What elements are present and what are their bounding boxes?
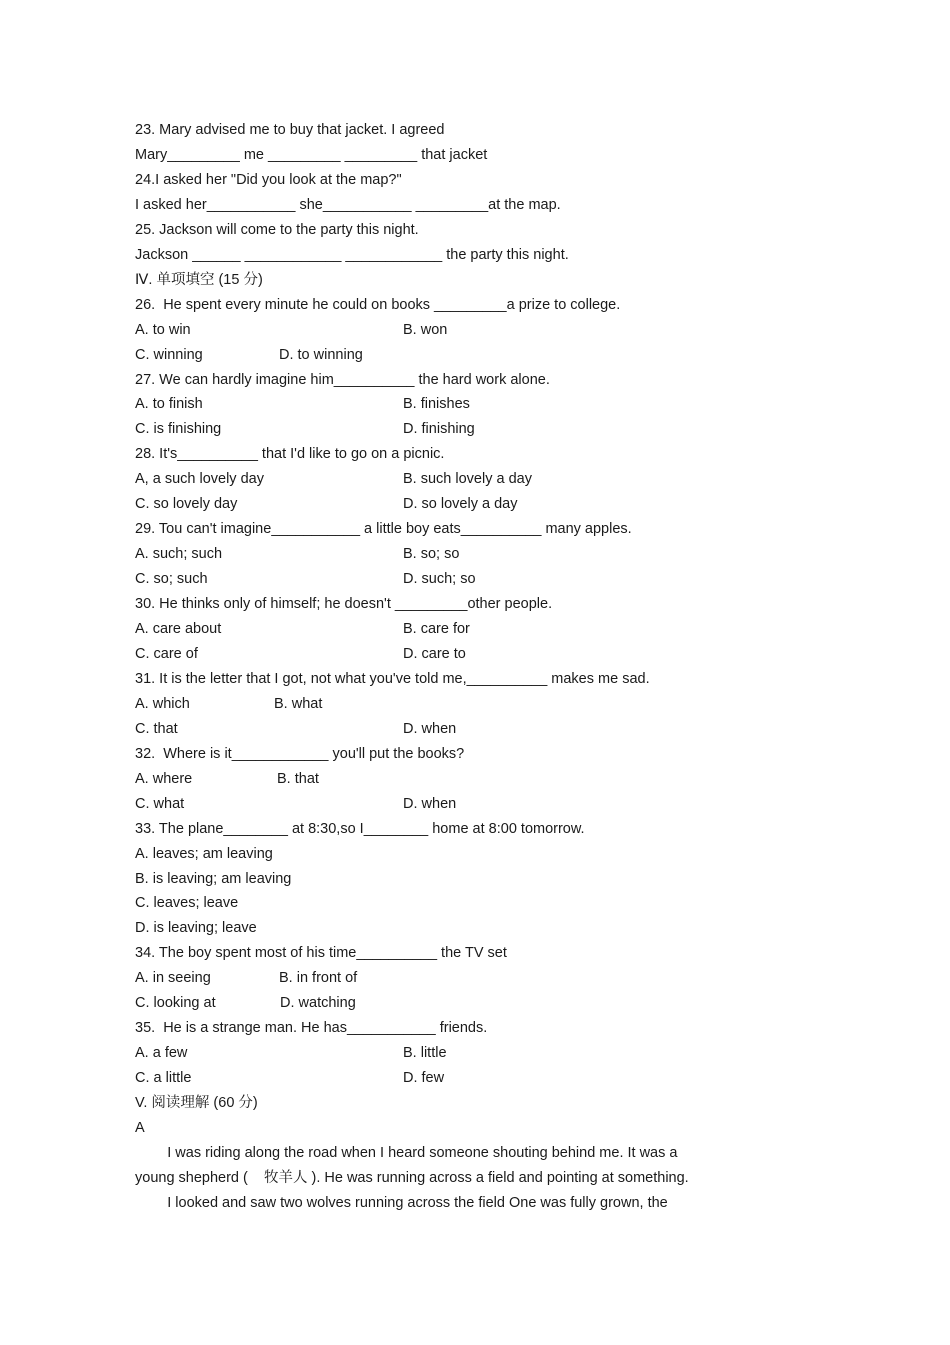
text-line: Mary_________ me _________ _________ that jacket (135, 146, 488, 163)
text-line: I asked her___________ she___________ _________at the map. (135, 196, 561, 213)
text-line: 29. Tou can't imagine___________ a little boy eats__________ many apples. (135, 521, 632, 538)
text-line: V. 阅读理解 (60 分) (135, 1095, 258, 1112)
text-line: I looked and saw two wolves running across the field One was fully grown, the (135, 1194, 668, 1211)
text-line: 33. The plane________ at 8:30,so I________ home at 8:00 tomorrow. (135, 820, 585, 837)
option-b: D. finishing (403, 421, 475, 438)
option-b: D. to winning (279, 346, 363, 363)
text-line: D. is leaving; leave (135, 920, 257, 937)
text-line: A (135, 1120, 145, 1136)
option-a: A. in seeing (135, 970, 211, 987)
option-line (135, 795, 457, 813)
option-line (135, 1044, 447, 1062)
text-line: Jackson ______ ____________ ____________ the party this night. (135, 246, 569, 263)
option-line (135, 720, 457, 738)
option-line (135, 346, 363, 364)
option-a: C. a little (135, 1070, 192, 1087)
option-line (135, 545, 460, 563)
option-line (135, 570, 476, 588)
option-line (135, 321, 448, 339)
text-line: 24.I asked her "Did you look at the map?" (135, 171, 402, 188)
text-line: 25. Jackson will come to the party this night. (135, 221, 419, 238)
text-line: Ⅳ. 单项填空 (15 分) (135, 271, 263, 288)
text-line: 27. We can hardly imagine him__________ the hard work alone. (135, 371, 550, 388)
option-a: C. so; such (135, 571, 208, 588)
option-b: D. care to (403, 645, 466, 662)
option-b: D. so lovely a day (403, 496, 518, 513)
option-b: B. so; so (403, 546, 460, 563)
text-line: C. leaves; leave (135, 895, 239, 912)
option-line (135, 645, 466, 663)
text-line: young shepherd ( 牧羊人 ). He was running across a field and pointing at something. (135, 1169, 689, 1186)
text-line: 32. Where is it____________ you'll put the books? (135, 745, 465, 762)
option-a: C. winning (135, 346, 203, 363)
option-b: D. when (403, 795, 457, 812)
text-line: 31. It is the letter that I got, not what you've told me,__________ makes me sad. (135, 670, 650, 687)
option-line (135, 770, 319, 788)
option-a: A. a few (135, 1045, 188, 1062)
option-line (135, 470, 532, 488)
option-b: B. little (403, 1045, 447, 1062)
option-b: B. won (403, 321, 448, 338)
option-a: A. such; such (135, 546, 223, 563)
text-line: 34. The boy spent most of his time__________ the TV set (135, 945, 507, 962)
option-a: A. where (135, 770, 193, 787)
text-line: 26. He spent every minute he could on books _________a prize to college. (135, 296, 621, 313)
option-a: A. care about (135, 621, 222, 637)
text-line: B. is leaving; am leaving (135, 870, 292, 887)
option-a: C. what (135, 795, 185, 812)
option-b: D. watching (280, 995, 356, 1012)
option-line (135, 395, 470, 413)
option-b: B. what (274, 695, 323, 712)
option-line (135, 495, 518, 513)
option-a: C. looking at (135, 995, 216, 1012)
option-b: B. such lovely a day (403, 471, 532, 488)
option-line (135, 969, 358, 987)
option-a: C. so lovely day (135, 496, 238, 513)
option-b: B. that (277, 770, 319, 787)
option-b: B. in front of (279, 970, 358, 987)
option-line (135, 1069, 445, 1087)
option-a: A. to win (135, 321, 191, 338)
text-line: 28. It's__________ that I'd like to go on a picnic. (135, 446, 445, 463)
option-a: C. that (135, 720, 178, 737)
option-line (135, 620, 470, 638)
option-a: A. which (135, 695, 190, 712)
option-line (135, 695, 323, 713)
text-line: I was riding along the road when I heard someone shouting behind me. It was a (135, 1144, 678, 1161)
option-line (135, 420, 475, 438)
option-b: B. care for (403, 621, 470, 637)
option-a: C. is finishing (135, 421, 222, 438)
option-a: A. to finish (135, 396, 203, 413)
option-a: A, a such lovely day (135, 471, 264, 488)
option-a: C. care of (135, 645, 198, 662)
text-line: 30. He thinks only of himself; he doesn't _________other people. (135, 596, 553, 613)
option-b: B. finishes (403, 396, 470, 413)
option-b: D. such; so (403, 571, 476, 588)
text-line: A. leaves; am leaving (135, 845, 273, 862)
option-b: D. few (403, 1070, 445, 1087)
text-line: 23. Mary advised me to buy that jacket. I agreed (135, 122, 445, 138)
option-b: D. when (403, 720, 457, 737)
option-line (135, 994, 356, 1012)
text-line: 35. He is a strange man. He has___________ friends. (135, 1020, 488, 1037)
